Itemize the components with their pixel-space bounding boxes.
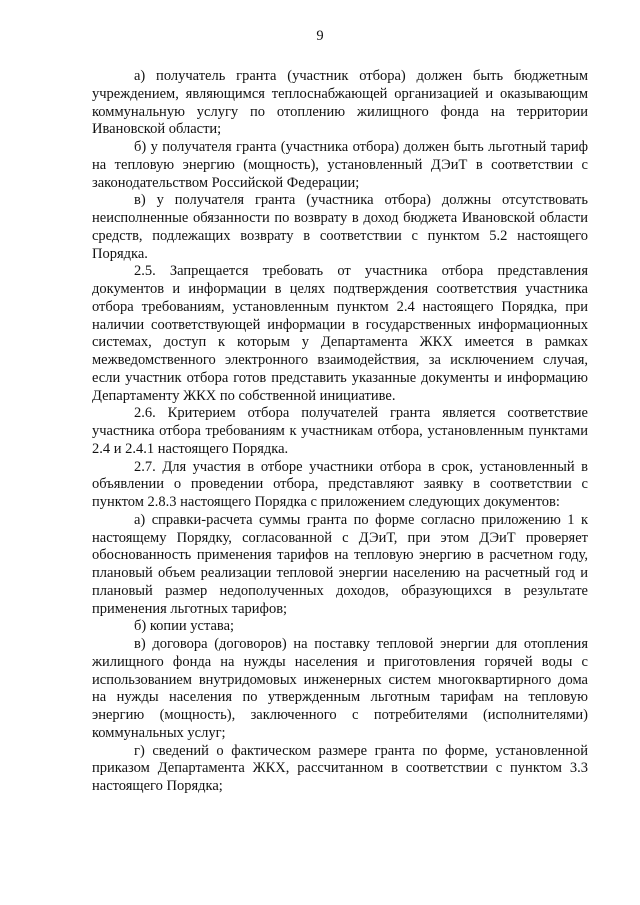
paragraph-2-4-a: а) получатель гранта (участник отбора) должен быть бюджетным учреждением, являющимся теплоснабжающей организацией и оказывающим коммунальную услугу по отоплению жилищного фонда на территории Ивановской области; (92, 68, 588, 138)
paragraph-2-7-v: в) договора (договоров) на поставку тепловой энергии для отопления жилищного фонда на нужды населения и приготовления горячей воды с использованием внутридомовых инженерных систем многоквартирного дома на нужды населения по утвержденным льготным тарифам на тепловую энергию (мощность), заключенного с потребителями (исполнителями) коммунальных услуг; (92, 636, 588, 741)
paragraph-2-4-v: в) у получателя гранта (участника отбора) должны отсутствовать неисполненные обязанности по возврату в доход бюджета Ивановской области средств, подлежащих возврату в соответствии с пунктом 5.2 настоящего Порядка. (92, 192, 588, 262)
paragraph-2-7: 2.7. Для участия в отборе участники отбора в срок, установленный в объявлении о проведении отбора, представляют заявку в соответствии с пунктом 2.8.3 настоящего Порядка с приложением следующих документов: (92, 458, 588, 510)
paragraph-2-7-a: а) справки-расчета суммы гранта по форме согласно приложению 1 к настоящему Порядку, согласованной с ДЭиТ, при этом ДЭиТ проверяет обоснованность применения тарифов на тепловую энергию в расчетном году, плановый объем реализации тепловой энергии населению на расчетный год и плановый размер недополученных доходов, образующихся в результате применения льготных тарифов; (92, 511, 588, 617)
page-number: 9 (316, 28, 324, 44)
paragraph-2-5: 2.5. Запрещается требовать от участника отбора представления документов и информации в целях подтверждения соответствия участника отбора требованиям, установленным пунктом 2.4 настоящего Порядка, при наличии соответствующей информации в государственных информационных системах, доступ к которым у Департамента ЖКХ имеется в рамках межведомственного электронного взаимодействия, за исключением случая, если участник отбора готов представить указанные документы и информацию Департаменту ЖКХ по собственной инициативе. (92, 263, 588, 404)
paragraph-2-6: 2.6. Критерием отбора получателей гранта является соответствие участника отбора требованиям к участникам отбора, установленным пунктами 2.4 и 2.4.1 настоящего Порядка. (92, 405, 588, 457)
document-body (92, 68, 588, 796)
paragraph-2-4-b: б) у получателя гранта (участника отбора) должен быть льготный тариф на тепловую энергию (мощность), установленный ДЭиТ в соответствии с законодательством Российской Федерации; (92, 139, 588, 191)
paragraph-2-7-g: г) сведений о фактическом размере гранта по форме, установленной приказом Департамента ЖКХ, рассчитанном в соответствии с пунктом 3.3 настоящего Порядка; (92, 742, 588, 794)
paragraph-2-7-b: б) копии устава; (134, 618, 235, 635)
